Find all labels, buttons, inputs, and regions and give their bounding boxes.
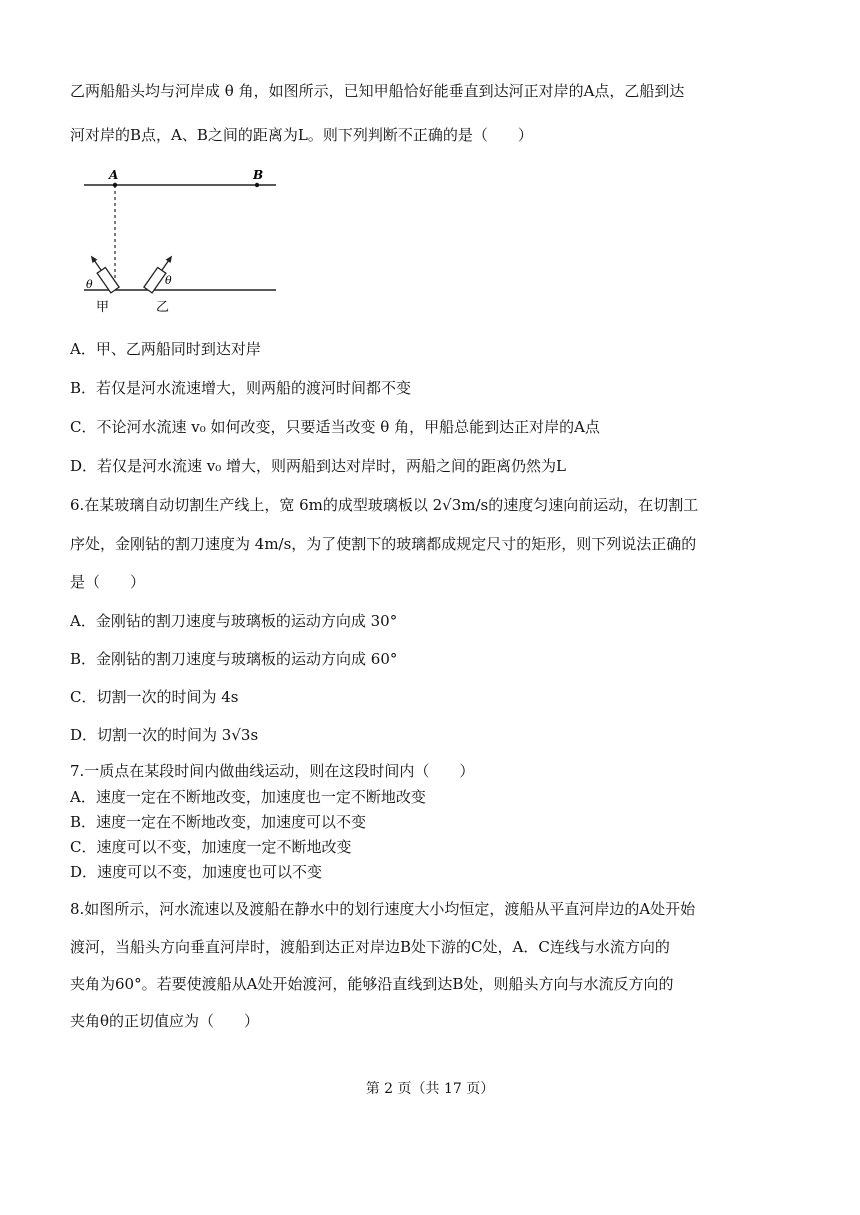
q6-option-c: C．切割一次的时间为 4s — [70, 688, 239, 706]
q5-option-d: D．若仅是河水流速 v₀ 增大，则两船到达对岸时，两船之间的距离仍然为L — [70, 457, 567, 475]
q8-text-line3: 夹角为60°。若要使渡船从A处开始渡河，能够沿直线到达B处，则船头方向与水流反方向的 — [70, 975, 674, 993]
theta-yi: θ — [165, 274, 172, 287]
river-boats-figure — [76, 158, 296, 318]
q6-text-line2: 序处，金刚钻的割刀速度为 4m/s，为了使割下的玻璃都成规定尺寸的矩形，则下列说法正确的 — [70, 535, 697, 553]
label-jia: 甲 — [96, 300, 110, 315]
q5-option-a: A．甲、乙两船同时到达对岸 — [70, 340, 261, 358]
q8-text-line4: 夹角θ的正切值应为（ ） — [70, 1012, 260, 1030]
page-footer: 第 2 页（共 17 页） — [365, 1081, 495, 1097]
q7-option-d: D．速度可以不变，加速度也可以不变 — [70, 863, 323, 881]
q8-text-line1: 8.如图所示，河水流速以及渡船在静水中的划行速度大小均恒定，渡船从平直河岸边的A处开始 — [70, 900, 696, 918]
label-b: B — [253, 168, 264, 182]
q7-option-b: B．速度一定在不断地改变，加速度可以不变 — [70, 813, 367, 831]
q6-option-a: A．金刚钻的割刀速度与玻璃板的运动方向成 30° — [70, 612, 398, 630]
q5-text-line1: 乙两船船头均与河岸成 θ 角，如图所示，已知甲船恰好能垂直到达河正对岸的A点，乙船到达 — [70, 82, 685, 100]
q6-option-d: D．切割一次的时间为 3√3s — [70, 726, 259, 744]
q5-text-line2: 河对岸的B点，A、B之间的距离为L。则下列判断不正确的是（ ） — [70, 126, 533, 144]
q5-option-c: C．不论河水流速 v₀ 如何改变，只要适当改变 θ 角，甲船总能到达正对岸的A点 — [70, 418, 600, 436]
q7-option-a: A．速度一定在不断地改变，加速度也一定不断地改变 — [70, 788, 426, 806]
q6-option-b: B．金刚钻的割刀速度与玻璃板的运动方向成 60° — [70, 650, 398, 668]
q7-text-line1: 7.一质点在某段时间内做曲线运动，则在这段时间内（ ） — [70, 762, 475, 780]
q6-text-line3: 是（ ） — [70, 573, 146, 591]
q8-text-line2: 渡河，当船头方向垂直河岸时，渡船到达正对岸边B处下游的C处，A．C连线与水流方向的 — [70, 938, 670, 956]
point-a — [113, 183, 117, 187]
q6-text-line1: 6.在某玻璃自动切割生产线上，宽 6m的成型玻璃板以 2√3m/s的速度匀速向前运动，在切割工 — [70, 496, 699, 514]
q7-option-c: C．速度可以不变，加速度一定不断地改变 — [70, 838, 352, 856]
theta-jia: θ — [86, 278, 93, 291]
river-diagram — [76, 158, 296, 318]
q5-option-b: B．若仅是河水流速增大，则两船的渡河时间都不变 — [70, 379, 412, 397]
point-b — [255, 183, 259, 187]
label-yi: 乙 — [156, 300, 170, 315]
label-a: A — [109, 168, 119, 182]
